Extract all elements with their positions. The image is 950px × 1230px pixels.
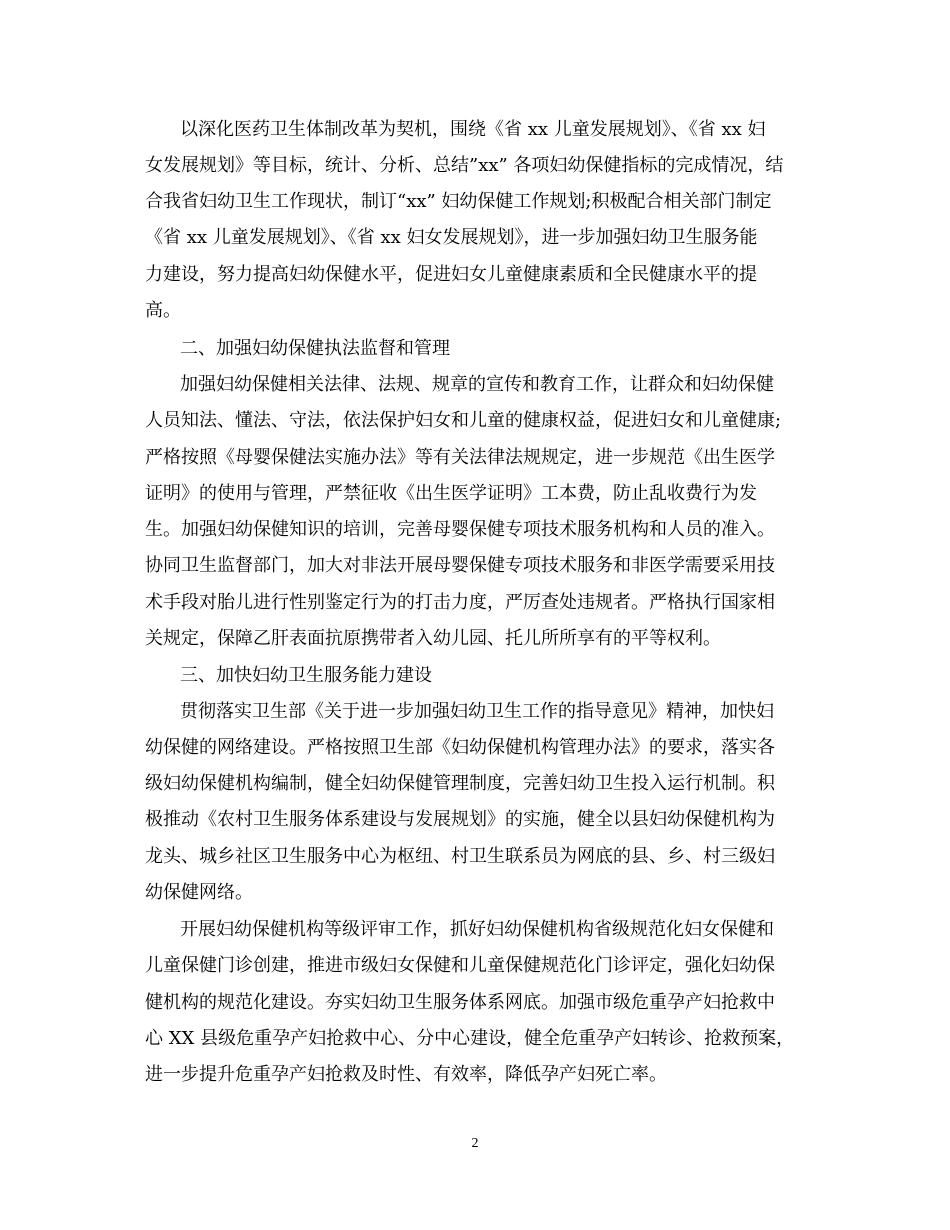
text-line: 进一步提升危重孕产妇抢救及时性、有效率，降低孕产妇死亡率。 bbox=[145, 1064, 667, 1085]
section-heading-3: 三、加快妇幼卫生服务能力建设 bbox=[180, 665, 432, 686]
text-line: 儿童保健门诊创建，推进市级妇女保健和儿童保健规范化门诊评定，强化妇幼保 bbox=[145, 955, 775, 976]
text-line: 《省 xx 儿童发展规划》、《省 xx 妇女发展规划》，进一步加强妇幼卫生服务能 bbox=[145, 227, 758, 248]
text-line: 开展妇幼保健机构等级评审工作，抓好妇幼保健机构省级规范化妇女保健和 bbox=[180, 919, 774, 940]
text-line: 幼保健网络。 bbox=[145, 882, 253, 903]
text-line: 协同卫生监督部门，加大对非法开展母婴保健专项技术服务和非医学需要采用技 bbox=[145, 555, 775, 576]
text-line: 术手段对胎儿进行性别鉴定行为的打击力度，严厉查处违规者。严格执行国家相 bbox=[145, 592, 775, 613]
text-line: 龙头、城乡社区卫生服务中心为枢纽、村卫生联系员为网底的县、乡、村三级妇 bbox=[145, 846, 775, 867]
text-line: 贯彻落实卫生部《关于进一步加强妇幼卫生工作的指导意见》精神，加快妇 bbox=[180, 701, 774, 722]
text-line: 证明》的使用与管理，严禁征收《出生医学证明》工本费，防止乱收费行为发 bbox=[145, 483, 757, 504]
text-line: 级妇幼保健机构编制，健全妇幼保健管理制度，完善妇幼卫生投入运行机制。积 bbox=[145, 773, 775, 794]
section-heading-2: 二、加强妇幼保健执法监督和管理 bbox=[180, 338, 450, 359]
text-line: 高。 bbox=[145, 300, 181, 321]
text-line: 生。加强妇幼保健知识的培训，完善母婴保健专项技术服务机构和人员的准入。 bbox=[145, 519, 775, 540]
text-line: 合我省妇幼卫生工作现状，制订“xx” 妇幼保健工作规划;积极配合相关部门制定 bbox=[145, 191, 772, 212]
text-line: 以深化医药卫生体制改革为契机，围绕《省 xx 儿童发展规划》、《省 xx 妇 bbox=[180, 119, 766, 140]
text-line: 极推动《农村卫生服务体系建设与发展规划》的实施，健全以县妇幼保健机构为 bbox=[145, 809, 775, 830]
text-line: 严格按照《母婴保健法实施办法》等有关法律法规规定，进一步规范《出生医学 bbox=[145, 447, 775, 468]
text-line: 力建设，努力提高妇幼保健水平，促进妇女儿童健康素质和全民健康水平的提 bbox=[145, 264, 757, 285]
text-line: 健机构的规范化建设。夯实妇幼卫生服务体系网底。加强市级危重孕产妇抢救中 bbox=[145, 992, 775, 1013]
text-line: 关规定，保障乙肝表面抗原携带者入幼儿园、托儿所所享有的平等权利。 bbox=[145, 628, 721, 649]
text-line: 幼保健的网络建设。严格按照卫生部《妇幼保健机构管理办法》的要求，落实各 bbox=[145, 737, 775, 758]
text-line: 女发展规划》等目标，统计、分析、总结”xx” 各项妇幼保健指标的完成情况，结 bbox=[145, 155, 784, 176]
text-line: 心 XX 县级危重孕产妇抢救中心、分中心建设，健全危重孕产妇转诊、抢救预案， bbox=[145, 1028, 795, 1049]
page-number: 2 bbox=[471, 1136, 479, 1151]
text-line: 人员知法、懂法、守法，依法保护妇女和儿童的健康权益，促进妇女和儿童健康; bbox=[145, 410, 782, 431]
text-line: 加强妇幼保健相关法律、法规、规章的宣传和教育工作，让群众和妇幼保健 bbox=[180, 374, 774, 395]
